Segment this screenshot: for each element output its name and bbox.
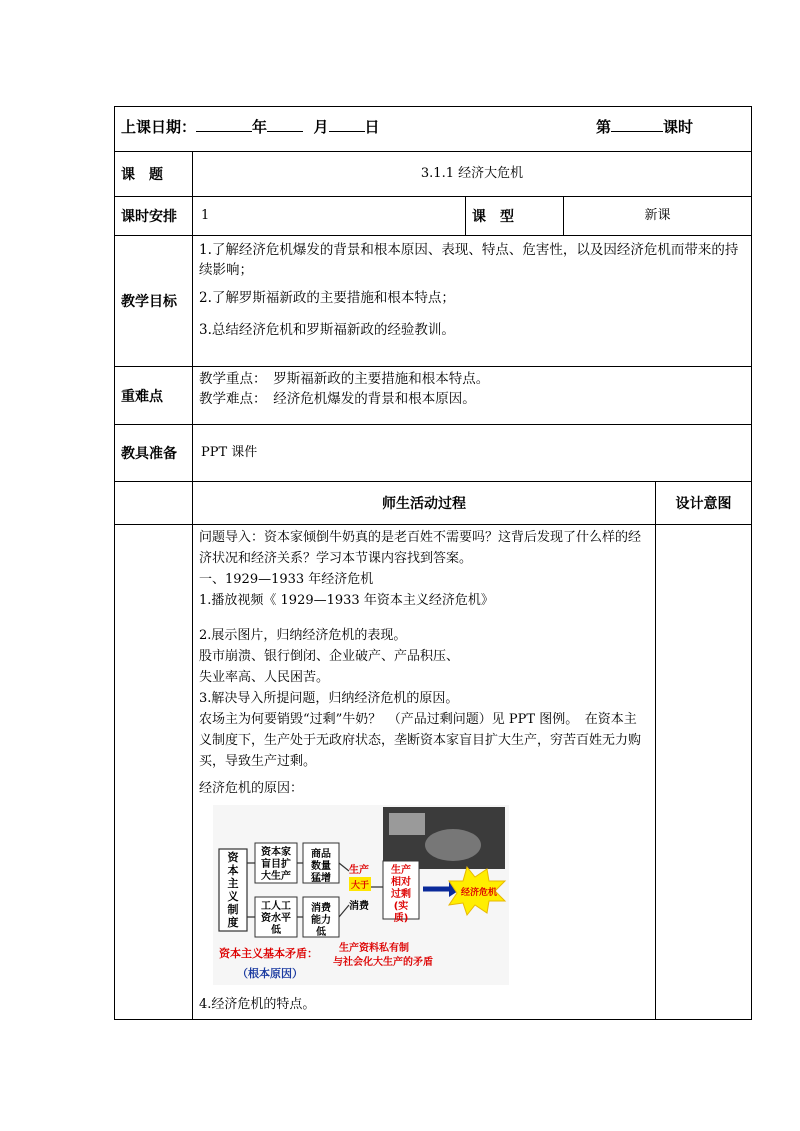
goals-cell: [193, 236, 752, 367]
process-line: 股市崩溃、银行倒闭、企业破产、产品积压、: [199, 649, 460, 664]
date-cell: [115, 107, 752, 152]
goal-item: 3.总结经济危机和罗斯福新政的经验教训。: [199, 322, 455, 338]
hours-label: 课时安排: [115, 197, 193, 236]
hours-row: [115, 197, 752, 236]
lesson-plan-table: [114, 106, 752, 1020]
process-cell: [193, 525, 656, 1020]
process-line: 问题导入：资本家倾倒牛奶真的是老百姓不需要吗？这背后发现了什么样的经济状况和经济关系？学习本节课内容找到答案。: [199, 530, 642, 566]
month-gap-blank: [267, 117, 303, 132]
topic-label: 课 题: [115, 152, 193, 197]
date-row: [115, 107, 752, 152]
period-field: [596, 116, 693, 137]
day-label: 日: [364, 117, 380, 136]
teaching-difficulty: 教学难点： 经济危机爆发的背景和根本原因。: [199, 391, 476, 407]
contradiction-line-2: 与社会化大生产的矛盾: [333, 957, 433, 968]
key-points-row: [115, 367, 752, 425]
hours-value: 1: [193, 197, 466, 236]
activity-header: 师生活动过程: [193, 482, 656, 525]
process-line: 失业率高、人民困苦。: [199, 670, 330, 685]
goals-label: 教学目标: [115, 236, 193, 367]
process-header-row: [115, 482, 752, 525]
period-prefix: 第: [595, 117, 611, 136]
process-line: 1.播放视频《 1929—1933 年资本主义经济危机》: [199, 593, 494, 608]
goal-item: 2.了解罗斯福新政的主要措施和根本特点；: [199, 290, 455, 306]
period-suffix: 课时: [662, 117, 693, 136]
overproduction-text: 生产相对过剩(实质): [391, 865, 411, 924]
contradiction-line-1: 生产资料私有制: [339, 943, 409, 954]
key-points-label: 重难点: [115, 367, 193, 425]
month-label: 月: [313, 117, 329, 136]
production-text: 生产: [349, 865, 369, 876]
crisis-cause-diagram: [213, 805, 509, 985]
intent-cell: [656, 525, 752, 1020]
empty-header-cell: [115, 482, 193, 525]
process-line: 一、1929—1933 年经济危机: [199, 572, 374, 587]
type-value: 新课: [564, 197, 752, 236]
year-label: 年: [252, 117, 268, 136]
photo-detail: [425, 829, 481, 861]
empty-process-cell: [115, 525, 193, 1020]
goal-item: 1.了解经济危机爆发的背景和根本原因、表现、特点、危害性，以及因经济危机而带来的持续影响；: [199, 242, 739, 278]
tools-value: PPT 课件: [193, 425, 752, 482]
photo-detail: [389, 813, 425, 835]
day-blank: [329, 117, 365, 132]
greater-text: 大于: [350, 881, 370, 891]
date-field: [121, 116, 380, 137]
tools-label: 教具准备: [115, 425, 193, 482]
system-text: 资本主义制度: [227, 851, 239, 929]
process-line: 经济危机的原因：: [199, 781, 304, 796]
output-text: 商品数量猛增: [311, 849, 331, 884]
process-line: 4.经济危机的特点。: [199, 997, 316, 1012]
intent-header: 设计意图: [656, 482, 752, 525]
crisis-text: 经济危机: [460, 888, 498, 898]
type-label: 课 型: [466, 197, 564, 236]
lesson-plan-sheet: [114, 106, 751, 1020]
teaching-focus: 教学重点： 罗斯福新政的主要措施和根本特点。: [199, 371, 490, 387]
goals-row: [115, 236, 752, 367]
tools-row: [115, 425, 752, 482]
key-points-cell: [193, 367, 752, 425]
process-line: 3.解决导入所提问题，归纳经济危机的原因。: [199, 691, 459, 706]
process-row: [115, 525, 752, 1020]
topic-value: 3.1.1 经济大危机: [193, 152, 752, 197]
date-label: 上课日期：: [121, 117, 197, 136]
process-line: 2.展示图片，归纳经济危机的表现。: [199, 628, 407, 643]
topic-row: [115, 152, 752, 197]
contradiction-label: 资本主义基本矛盾：: [219, 947, 318, 960]
process-line: 农场主为何要销毁“过剩”牛奶？ （产品过剩问题）见 PPT 图例。 在资本主义制度下，生产处于无政府状态，垄断资本家盲目扩大生产，穷苦百姓无力购买，导致生产过剩。: [199, 712, 642, 769]
root-cause-text: （根本原因）: [237, 967, 303, 980]
consumption-text: 消费: [349, 901, 369, 912]
capitalist-text: 资本家盲目扩大生产: [261, 847, 291, 882]
year-blank: [196, 117, 252, 132]
period-blank: [611, 117, 663, 132]
consume-power-text: 消费能力低: [311, 903, 331, 938]
worker-text: 工人工资水平低: [261, 901, 291, 936]
